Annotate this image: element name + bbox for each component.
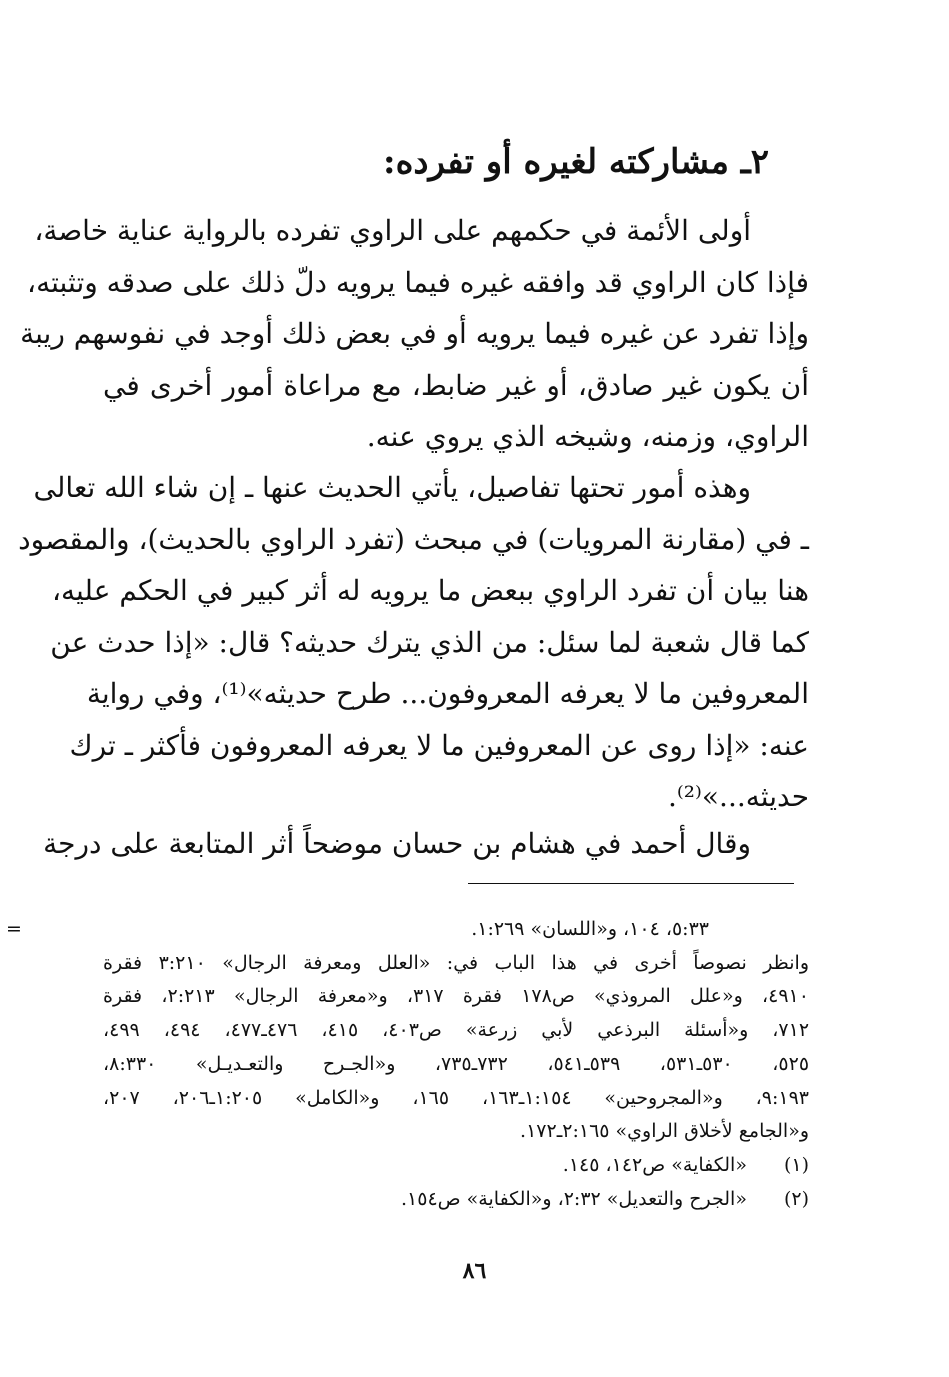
text-line: أن يكون غير صادق، أو غير ضابط، مع مراعاة أمور أخرى في — [103, 368, 809, 402]
text-line: أولى الأئمة في حكمهم على الراوي تفرده بالرواية عناية خاصة، — [34, 214, 751, 247]
paragraph-1 — [20, 205, 809, 463]
text-line: وهذه أمور تحتها تفاصيل، يأتي الحديث عنها ـ إن شاء الله تعالى — [33, 471, 751, 504]
text-line: وقال أحمد في هشام بن حسان موضحاً أثر المتابعة على درجة — [43, 827, 751, 860]
footnote-number: (٢) — [783, 1187, 809, 1210]
footnote-text: «الكفاية» ص١٤٢، ١٤٥. — [562, 1153, 747, 1176]
footnote-text: «الجرح والتعديل» ٢:٣٢، و«الكفاية» ص١٥٤. — [401, 1187, 747, 1210]
footnote-line: ٧١٢، و«أسئلة البرذعي لأبي زرعة» ص٤٠٣، ٤١٥، ٤٧٦ـ٤٧٧، ٤٩٤، ٤٩٩، — [103, 1019, 810, 1042]
page-number: ٨٦ — [462, 1258, 487, 1284]
footnote-line: وانظر نصوصاً أخرى في هذا الباب في: «العلل ومعرفة الرجال» ٣:٢١٠ فقرة — [103, 951, 810, 974]
text-line: فإذا كان الراوي قد وافقه غيره فيما يرويه دلّ ذلك على صدقه وتثبته، — [27, 265, 809, 299]
footnote-line: و«الجامع لأخلاق الراوي» ٢:١٦٥ـ١٧٢. — [520, 1120, 809, 1143]
text-line: المعروفين ما لا يعرفه المعروفون... طرح حديثه»⁽¹⁾، وفي رواية — [86, 677, 809, 710]
text-line: حديثه...»⁽²⁾. — [668, 780, 809, 813]
footnote-1 — [103, 1149, 809, 1183]
section-heading: ٢ـ مشاركته لغيره أو تفرده: — [383, 142, 769, 182]
footnote-line: ٤٩١٠، و«علل المروذي» ص١٧٨ فقرة ٣١٧، و«معرفة الرجال» ٢:٢١٣، فقرة — [103, 985, 809, 1008]
text-line: عنه: «إذا روى عن المعروفين ما لا يعرفه المعروفون فأكثر ـ ترك — [69, 728, 809, 762]
footnote-line: ٩:١٩٣، و«المجروحين» ١:١٥٤ـ١٦٣، ١٦٥، و«الكامل» ١:٢٠٥ـ٢٠٦، ٢٠٧، — [103, 1086, 809, 1109]
text-line: هنا بيان أن تفرد الراوي ببعض ما يرويه له أثر كبير في الحكم عليه، — [51, 574, 809, 607]
paragraph-2 — [18, 462, 809, 823]
footnotes — [103, 913, 809, 1216]
paragraph-3 — [43, 818, 809, 870]
footnote-continuation-marker: = — [6, 918, 22, 940]
footnote-line: ٥:٣٣، ١٠٤، و«اللسان» ١:٢٦٩. — [471, 918, 709, 940]
footnote-number: (١) — [783, 1153, 809, 1176]
footnote-line: ٥٢٥، ٥٣٠ـ٥٣١، ٥٣٩ـ٥٤١، ٧٣٢ـ٧٣٥، و«الجـرح والتعـديـل» ٨:٣٣٠، — [103, 1052, 810, 1075]
text-line: الراوي، وزمنه، وشيخه الذي يروي عنه. — [366, 420, 809, 453]
text-line: وإذا تفرد عن غيره فيما يرويه أو في بعض ذلك أوجد في نفوسهم ريبة — [20, 317, 809, 350]
footnote-separator — [468, 883, 794, 884]
footnote-2 — [103, 1183, 809, 1217]
text-line: ـ في (مقارنة المرويات) في مبحث (تفرد الراوي بالحديث)، والمقصود — [18, 522, 809, 556]
text-line: كما قال شعبة لما سئل: من الذي يترك حديثه؟ قال: «إذا حدث عن — [50, 625, 809, 659]
